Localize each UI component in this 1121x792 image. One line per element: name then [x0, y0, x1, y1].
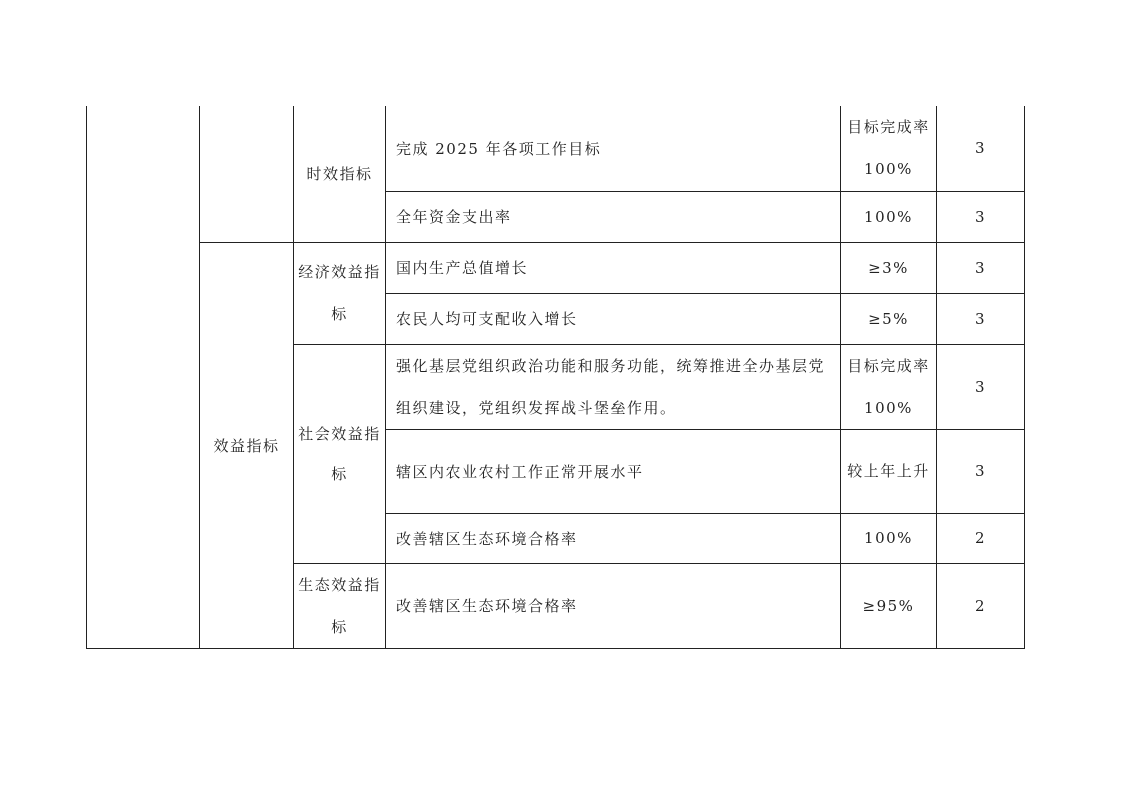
- category-economic: 经济效益指标: [294, 242, 386, 344]
- score-cell: 3: [937, 106, 1025, 191]
- target-cell: ≥5%: [841, 293, 937, 344]
- performance-indicator-table: [86, 106, 1025, 649]
- score-cell: 3: [937, 191, 1025, 242]
- category-ecological: 生态效益指标: [294, 563, 386, 648]
- indicator-cell: 辖区内农业农村工作正常开展水平: [386, 429, 841, 513]
- target-cell: ≥3%: [841, 242, 937, 293]
- score-cell: 3: [937, 293, 1025, 344]
- target-cell: ≥95%: [841, 563, 937, 648]
- table-row: [87, 242, 1025, 293]
- category-timeliness: 时效指标: [294, 106, 386, 242]
- score-cell: 3: [937, 242, 1025, 293]
- indicator-cell: 国内生产总值增长: [386, 242, 841, 293]
- indicator-cell: 强化基层党组织政治功能和服务功能，统筹推进全办基层党组织建设，党组织发挥战斗堡垒作用。: [386, 344, 841, 429]
- table-row: [87, 106, 1025, 191]
- target-cell: 100%: [841, 191, 937, 242]
- target-cell: 较上年上升: [841, 429, 937, 513]
- target-cell: 目标完成率 100%: [841, 344, 937, 429]
- level2-benefit: 效益指标: [200, 242, 294, 648]
- category-social: 社会效益指标: [294, 344, 386, 563]
- indicator-cell: 全年资金支出率: [386, 191, 841, 242]
- level1-cell: [87, 106, 200, 648]
- indicator-cell: 改善辖区生态环境合格率: [386, 513, 841, 563]
- score-cell: 3: [937, 429, 1025, 513]
- target-cell: 100%: [841, 513, 937, 563]
- indicator-cell: 完成 2025 年各项工作目标: [386, 106, 841, 191]
- indicator-cell: 改善辖区生态环境合格率: [386, 563, 841, 648]
- level2-cell-empty: [200, 106, 294, 242]
- indicator-cell: 农民人均可支配收入增长: [386, 293, 841, 344]
- score-cell: 3: [937, 344, 1025, 429]
- target-cell: 目标完成率 100%: [841, 106, 937, 191]
- score-cell: 2: [937, 513, 1025, 563]
- score-cell: 2: [937, 563, 1025, 648]
